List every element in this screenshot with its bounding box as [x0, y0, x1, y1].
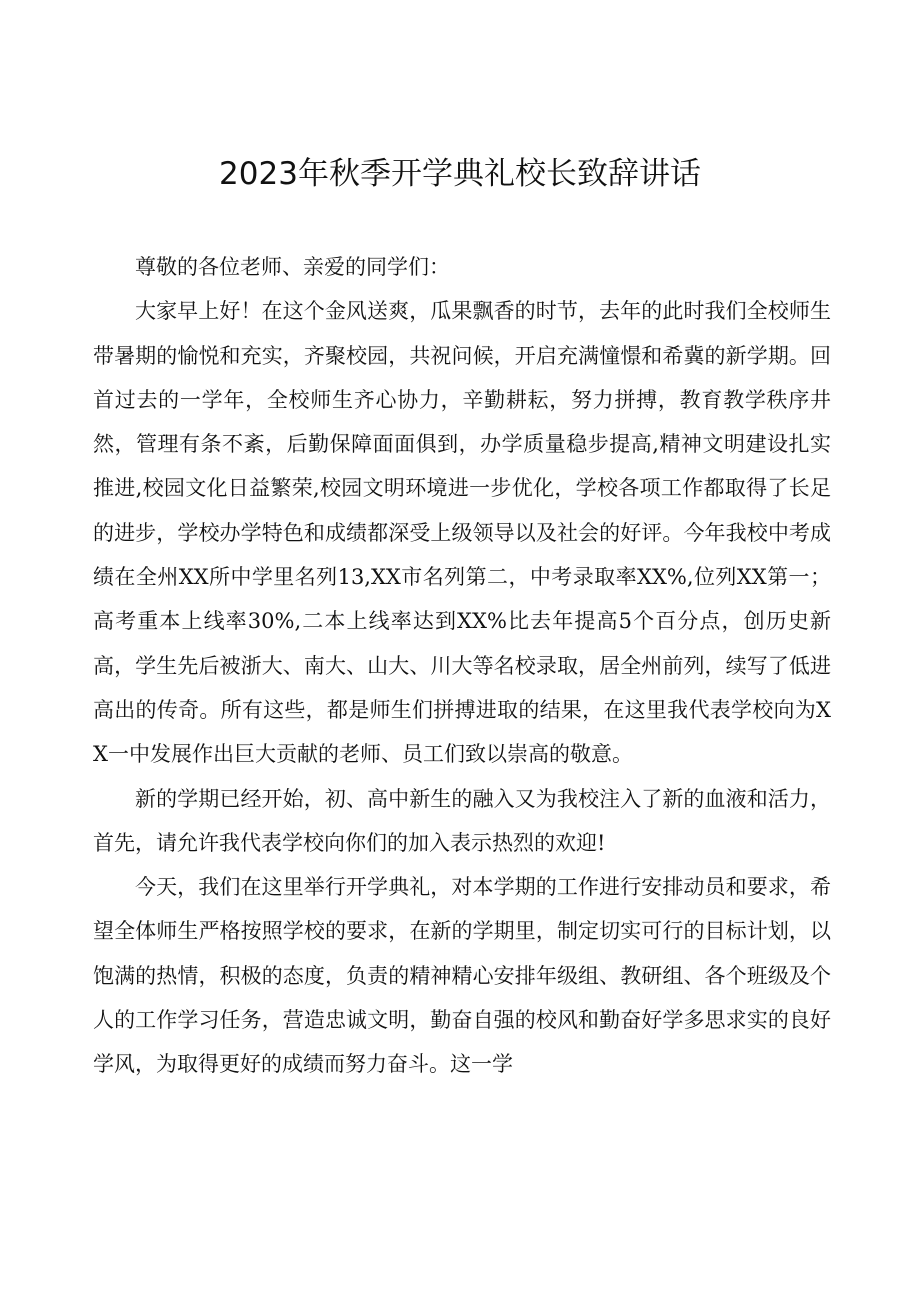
paragraph-review: 大家早上好！在这个金风送爽，瓜果飘香的时节，去年的此时我们全校师生带暑期的愉悦和充实，齐聚校园，共祝问候，开启充满憧憬和希冀的新学期。回首过去的一学年，全校师生齐心协力，辛勤耕耘，努力拼搏，教育教学秩序井然，管理有条不紊，后勤保障面面俱到，办学质量稳步提高,精神文明建设扎实推进,校园文化日益繁荣,校园文明环境进一步优化，学校各项工作都取得了长足的进步，学校办学特色和成绩都深受上级领导以及社会的好评。今年我校中考成绩在全州XX所中学里名列13,XX市名列第二，中考录取率XX%,位列XX第一；高考重本上线率30%,二本上线率达到XX%比去年提高5个百分点，创历史新高，学生先后被浙大、南大、山大、川大等名校录取，居全州前列，续写了低进高出的传奇。所有这些，都是师生们拼搏进取的结果，在这里我代表学校向为XX一中发展作出巨大贡献的老师、员工们致以崇高的敬意。: [93, 299, 831, 767]
paragraph-welcome: 新的学期已经开始，初、高中新生的融入又为我校注入了新的血液和活力，首先，请允许我代表学校向你们的加入表示热烈的欢迎!: [93, 786, 831, 855]
document-body: [93, 245, 831, 1087]
paragraph-requirements: 今天，我们在这里举行开学典礼，对本学期的工作进行安排动员和要求，希望全体师生严格按照学校的要求，在新的学期里，制定切实可行的目标计划，以饱满的热情，积极的态度，负责的精神精心安排年级组、教研组、各个班级及个人的工作学习任务，营造忠诚文明，勤奋自强的校风和勤奋好学多思求实的良好学风，为取得更好的成绩而努力奋斗。这一学: [93, 875, 831, 1077]
paragraph-greeting: 尊敬的各位老师、亲爱的同学们：: [135, 255, 450, 279]
document-title: 2023年秋季开学典礼校长致辞讲话: [219, 156, 701, 192]
